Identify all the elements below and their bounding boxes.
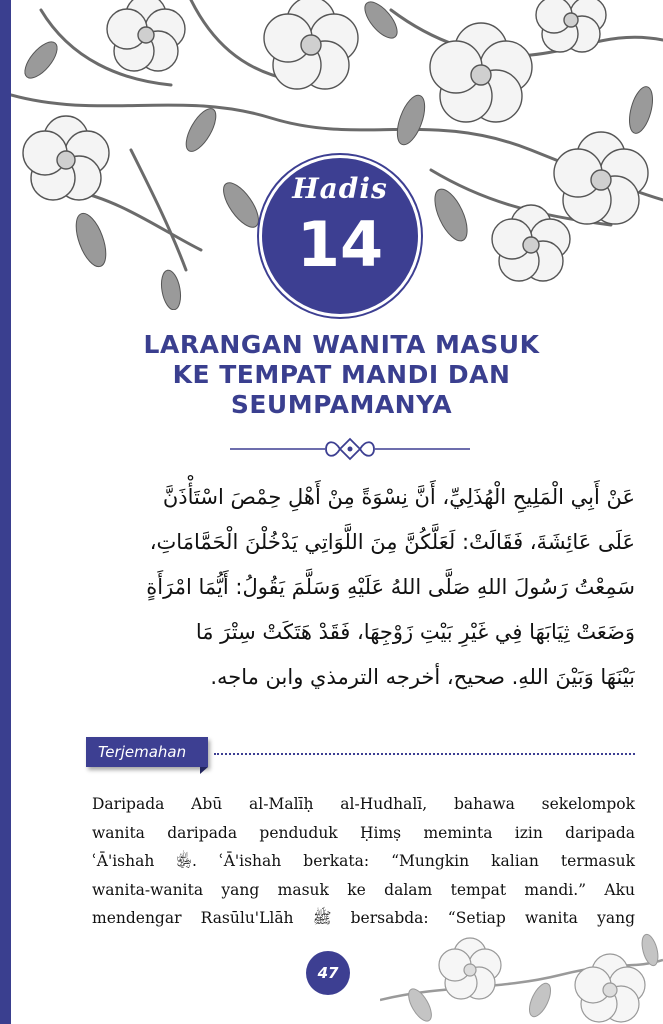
page-number: 47 [306,951,350,995]
floral-illustration-bottom [380,930,663,1024]
badge-word: Hadis [292,172,388,205]
arabic-hadith-text [92,475,635,700]
translation-text [92,790,635,933]
divider-ornament [230,435,470,463]
title-line: LARANGAN WANITA MASUK [143,330,540,359]
section-label-translation: Terjemahan [86,737,208,767]
arabic-line: سَمِعْتُ رَسُولَ اللهِ صَلَّى اللهُ عَلَيْهِ وَسَلَّمَ يَقُولُ: أَيُّمَا امْرَأَةٍ [146,575,635,599]
dotted-rule [214,753,635,755]
translation-line: mendengar Rasūlu'Llāh ﷺ bersabda: “Setiap wanita yang [92,909,635,927]
title-line: KE TEMPAT MANDI DAN [172,360,511,389]
arabic-line: وَضَعَتْ ثِيَابَهَا فِي غَيْرِ بَيْتِ زَوْجِهَا، فَقَدْ هَتَكَتْ سِتْرَ مَا [195,620,635,644]
hadith-number-badge [259,155,421,317]
chapter-title [60,330,623,420]
arabic-line: عَنْ أَبِي الْمَلِيحِ الْهُذَلِيِّ، أَنَّ نِسْوَةً مِنْ أَهْلِ حِمْصَ اسْتَأْذَنَّ [162,485,635,509]
badge-number: 14 [296,208,384,281]
translation-line: wanita daripada penduduk Ḥimṣ meminta izin daripada [92,823,635,842]
label-fold [200,767,208,774]
translation-line: wanita-wanita yang masuk ke dalam tempat mandi.” Aku [92,880,635,899]
translation-line: ʿĀ'ishah ﵂. ʿĀ'ishah berkata: “Mungkin kalian termasuk [92,852,635,870]
left-margin-bar [0,0,11,1024]
translation-line: Daripada Abū al-Malīḥ al-Hudhalī, bahawa sekelompok [92,795,635,813]
arabic-line: عَلَى عَائِشَةَ، فَقَالَتْ: لَعَلَّكُنَّ مِنَ اللَّوَاتِي يَدْخُلْنَ الْحَمَّامَاتِ، [149,530,635,554]
arabic-line: بَيْنَهَا وَبَيْنَ اللهِ. صحيح، أخرجه الترمذي وابن ماجه. [210,665,635,689]
title-line: SEUMPAMANYA [230,390,453,419]
